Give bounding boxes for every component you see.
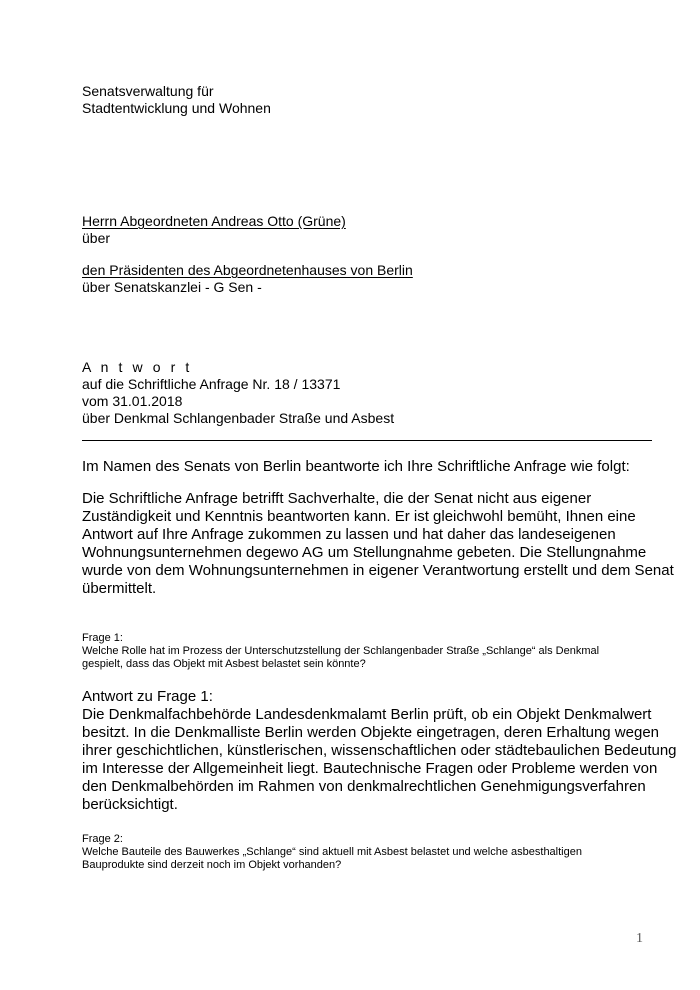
inquiry-date: vom 31.01.2018 [82, 393, 183, 409]
recipient-president: den Präsidenten des Abgeordnetenhauses von Berlin [82, 262, 413, 278]
header-divider [82, 440, 652, 441]
answer-1-line: im Interesse der Allgemeinheit liegt. Bautechnische Fragen oder Probleme werden von [82, 760, 658, 777]
intro-line: Antwort auf Ihre Anfrage zukommen zu lassen und hat daher das landeseigenen [82, 526, 616, 543]
answer-header [82, 359, 662, 427]
sender-block [82, 83, 662, 117]
answer-title: A n t w o r t [82, 359, 193, 375]
question-1 [82, 632, 662, 671]
recipient-name: Herrn Abgeordneten Andreas Otto (Grüne) [82, 213, 346, 229]
intro-line: Wohnungsunternehmen degewo AG um Stellungnahme gebeten. Die Stellungnahme [82, 544, 647, 561]
question-2-label: Frage 2: [82, 833, 123, 845]
answer-1-label: Antwort zu Frage 1: [82, 688, 213, 705]
recipient-block [82, 213, 662, 247]
intro-line: Die Schriftliche Anfrage betrifft Sachverhalte, die der Senat nicht aus eigener [82, 490, 592, 507]
intro-opening-block [82, 458, 662, 476]
recipient-via-1: über [82, 230, 111, 246]
sender-line-1: Senatsverwaltung für [82, 83, 214, 99]
answer-1-line: den Denkmalbehörden im Rahmen von denkmalrechtlichen Genehmigungsverfahren [82, 778, 646, 795]
question-1-line: gespielt, dass das Objekt mit Asbest belastet sein könnte? [82, 658, 366, 670]
answer-1-line: berücksichtigt. [82, 796, 178, 813]
answer-1-line: besitzt. In die Denkmalliste Berlin werden Objekte eingetragen, deren Erhaltung wegen [82, 724, 660, 741]
question-2 [82, 833, 662, 872]
intro-line: übermittelt. [82, 580, 157, 597]
recipient-president-block [82, 262, 662, 296]
intro-line: Zuständigkeit und Kenntnis beantworten kann. Er ist gleichwohl bemüht, Ihnen eine [82, 508, 636, 525]
page-number: 1 [636, 931, 643, 946]
intro-paragraph [82, 490, 674, 598]
inquiry-reference: auf die Schriftliche Anfrage Nr. 18 / 13371 [82, 376, 341, 392]
answer-1 [82, 688, 677, 814]
answer-1-line: ihrer geschichtlichen, künstlerischen, wissenschaftlichen oder städtebaulichen Bedeutung [82, 742, 677, 759]
question-1-label: Frage 1: [82, 632, 123, 644]
sender-line-2: Stadtentwicklung und Wohnen [82, 100, 271, 116]
question-2-line: Welche Bauteile des Bauwerkes „Schlange“ sind aktuell mit Asbest belastet und welche asbesthaltigen [82, 846, 582, 858]
intro-line: wurde von dem Wohnungsunternehmen in eigener Verantwortung erstellt und dem Senat [82, 562, 674, 579]
recipient-via-2: über Senatskanzlei - G Sen - [82, 279, 262, 295]
inquiry-subject: über Denkmal Schlangenbader Straße und Asbest [82, 410, 395, 426]
answer-1-line: Die Denkmalfachbehörde Landesdenkmalamt Berlin prüft, ob ein Objekt Denkmalwert [82, 706, 652, 723]
question-1-line: Welche Rolle hat im Prozess der Unterschutzstellung der Schlangenbader Straße „Schlange“ als Denkmal [82, 645, 600, 657]
question-2-line: Bauprodukte sind derzeit noch im Objekt vorhanden? [82, 859, 342, 871]
intro-opening: Im Namen des Senats von Berlin beantworte ich Ihre Schriftliche Anfrage wie folgt: [82, 458, 630, 475]
